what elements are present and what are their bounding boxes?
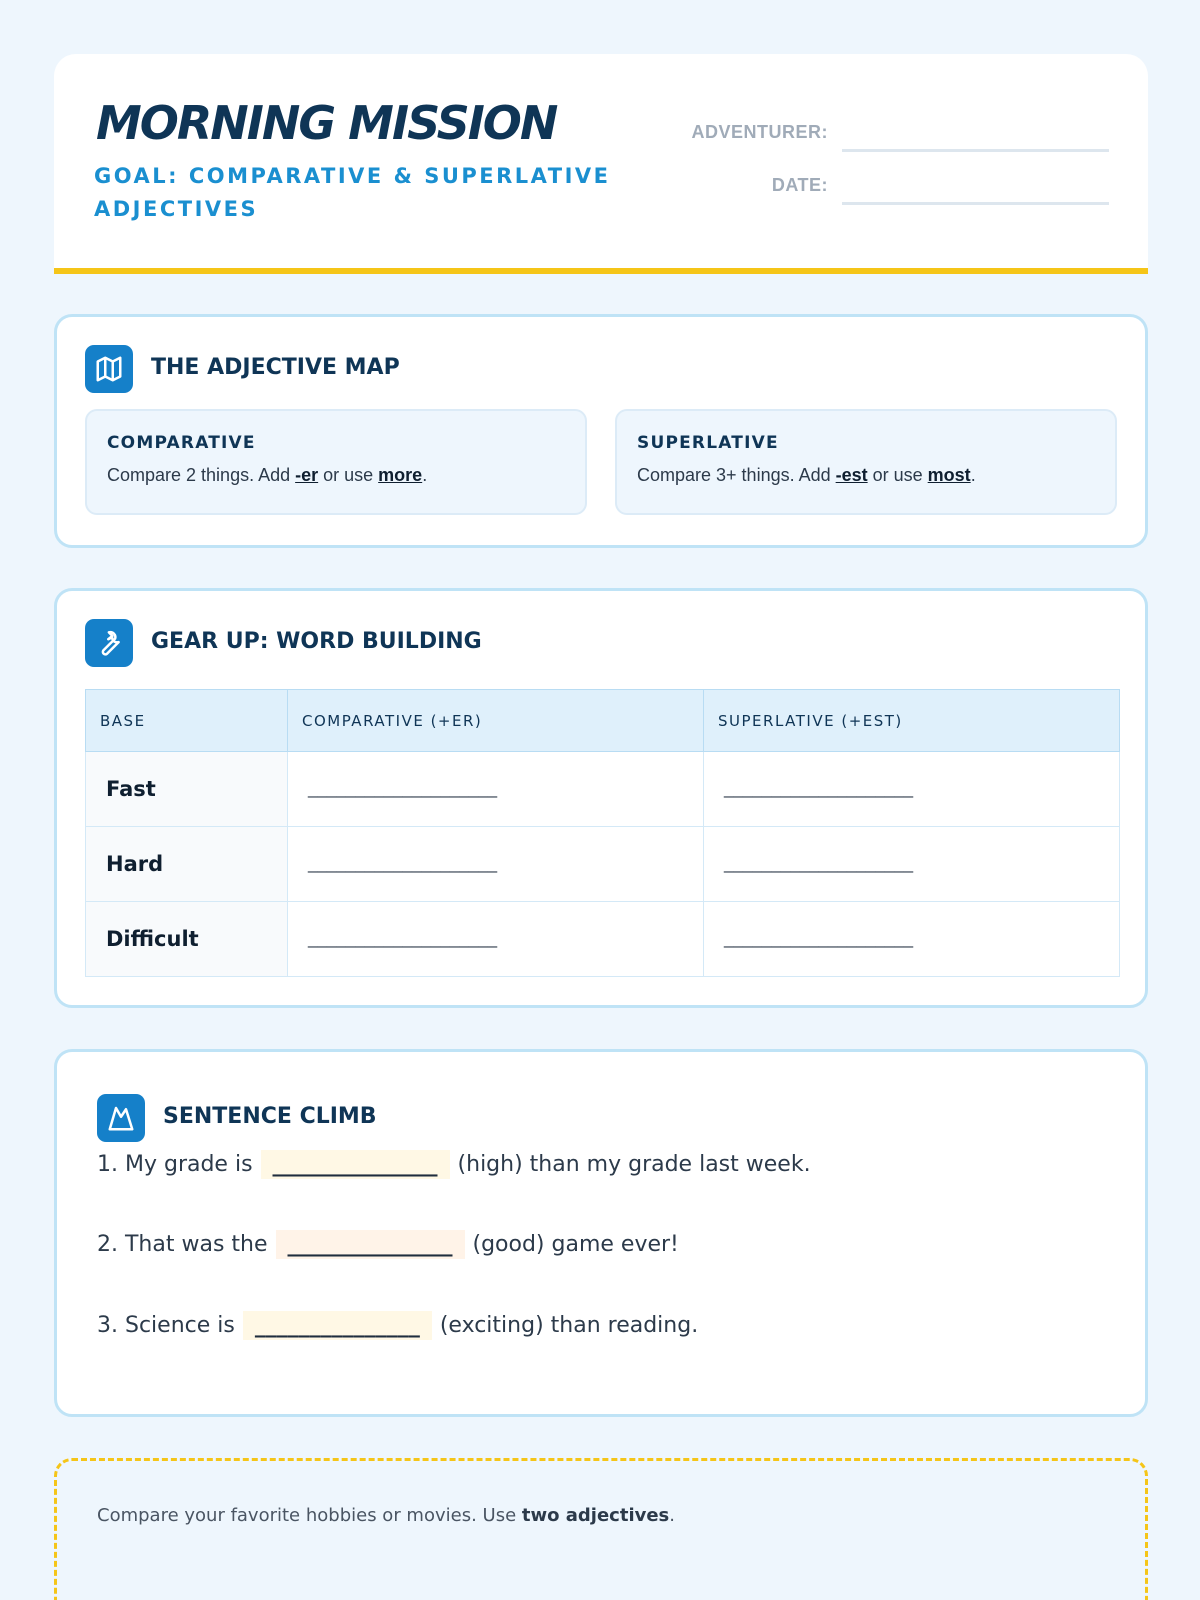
column-header-base: BASE [86, 690, 288, 752]
comparative-word: more [378, 465, 423, 485]
superlative-blank[interactable]: ____________________ [704, 902, 1120, 977]
adjective-map-card [54, 314, 1148, 548]
table-row [86, 902, 1120, 977]
base-word: Fast [86, 752, 288, 827]
sentence-item: 3. Science is _______________ (exciting) than reading. [97, 1313, 699, 1338]
date-label: DATE: [771, 175, 828, 195]
superlative-suffix: -est [835, 465, 868, 485]
sentence-item: 2. That was the _______________ (good) game ever! [97, 1232, 679, 1257]
adventurer-label: ADVENTURER: [691, 122, 828, 142]
column-header-superlative: SUPERLATIVE (+EST) [704, 690, 1120, 752]
word-building-table [85, 689, 1120, 977]
comparative-text: Compare 2 things. Add -er or use more. [107, 465, 428, 485]
adventurer-field[interactable] [842, 149, 1109, 152]
sentence-climb-card [54, 1049, 1148, 1417]
sentence-item: 1. My grade is _______________ (high) than my grade last week. [97, 1152, 811, 1177]
bonus-writing-box[interactable] [54, 1458, 1148, 1600]
wrench-icon [85, 619, 133, 667]
comparative-blank[interactable]: ____________________ [288, 902, 704, 977]
map-icon [85, 345, 133, 393]
mountain-icon [97, 1094, 145, 1142]
column-header-comparative: COMPARATIVE (+ER) [288, 690, 704, 752]
superlative-definition [615, 409, 1117, 515]
adjective-map-title: THE ADJECTIVE MAP [151, 355, 400, 380]
superlative-blank[interactable]: ____________________ [704, 827, 1120, 902]
superlative-text: Compare 3+ things. Add -est or use most. [637, 465, 976, 485]
comparative-title: COMPARATIVE [107, 433, 256, 453]
comparative-suffix: -er [295, 465, 319, 485]
word-building-card [54, 588, 1148, 1008]
superlative-blank[interactable]: ____________________ [704, 752, 1120, 827]
superlative-word: most [927, 465, 971, 485]
sentence-blank[interactable]: _______________ [276, 1230, 465, 1259]
base-word: Difficult [86, 902, 288, 977]
comparative-definition [85, 409, 587, 515]
bonus-prompt: Compare your favorite hobbies or movies. Use two adjectives. [97, 1505, 675, 1526]
sentence-climb-title: SENTENCE CLIMB [163, 1104, 377, 1129]
superlative-title: SUPERLATIVE [637, 433, 779, 453]
goal-subtitle: GOAL: COMPARATIVE & SUPERLATIVE ADJECTIVES [94, 164, 611, 221]
date-field[interactable] [842, 202, 1109, 205]
page-title: MORNING MISSION [96, 96, 557, 150]
table-row [86, 752, 1120, 827]
mission-header [54, 54, 1148, 274]
table-row [86, 827, 1120, 902]
base-word: Hard [86, 827, 288, 902]
comparative-blank[interactable]: ____________________ [288, 827, 704, 902]
comparative-blank[interactable]: ____________________ [288, 752, 704, 827]
word-building-title: GEAR UP: WORD BUILDING [151, 629, 482, 654]
sentence-blank[interactable]: _______________ [243, 1311, 432, 1340]
sentence-blank[interactable]: _______________ [261, 1150, 450, 1179]
